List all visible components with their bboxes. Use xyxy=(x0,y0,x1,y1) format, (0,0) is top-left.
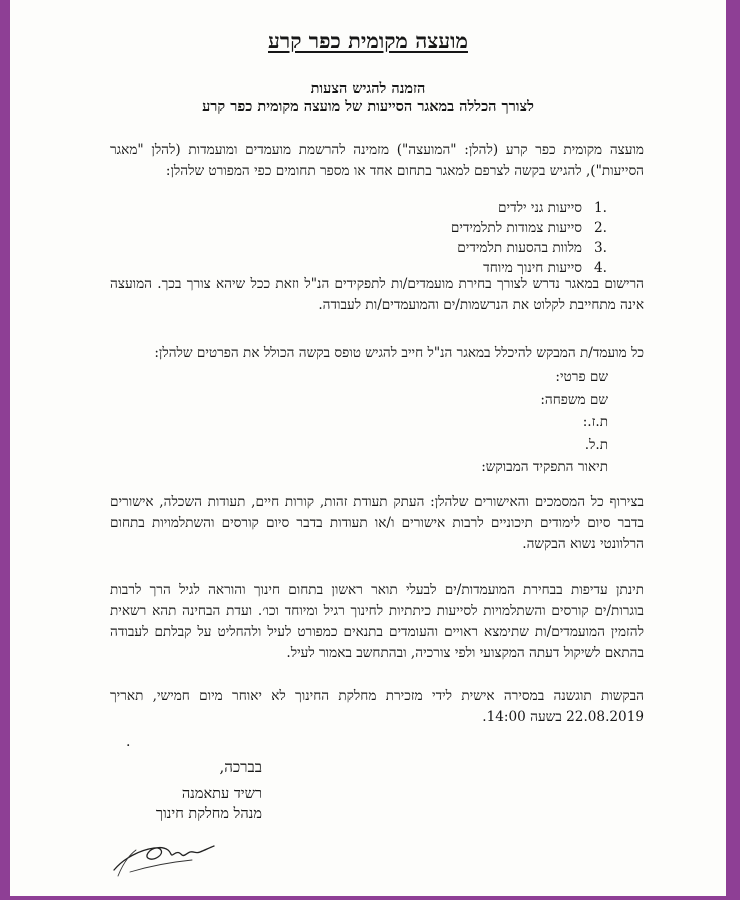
signature-image xyxy=(110,826,220,878)
intro-paragraph: מועצה מקומית כפר קרע (להלן: "המועצה") מזמינה להרשמת מועמדים ומועמדות (להלן "מאגר הסייעות"), להגיש בקשה לצרפם למאגר בתחום אחד או מספר תחומים כפי המפורט שלהלן: xyxy=(110,142,644,179)
form-field-pob: ת.ל. xyxy=(584,436,608,453)
list-item xyxy=(310,218,608,238)
signer-name: רשיד עתאמנה xyxy=(181,786,262,802)
form-field-first-name: שם פרטי: xyxy=(555,369,608,385)
submission-paragraph: הבקשות תוגשנה במסירה אישית לידי מזכירת מחלקת החינוך לא יאוחר מיום חמישי, תאריך 22.08.2019 בשעה 14:00. xyxy=(110,688,644,725)
list-item-number: 1. xyxy=(594,200,607,216)
list-item xyxy=(310,198,608,218)
form-field-id: ת.ז.: xyxy=(582,414,608,430)
list-item-text: סייעות גני ילדים xyxy=(498,200,582,216)
list-item-text: סייעות צמודות לתלמידים xyxy=(450,220,582,236)
form-fields-list xyxy=(310,366,608,479)
document-page xyxy=(10,0,726,896)
list-item-text: מלוות בהסעות תלמידים xyxy=(457,240,582,256)
form-intro-paragraph: כל מועמד/ת המבקש להיכלל במאגר הנ"ל חייב להגיש טופס בקשה הכולל את הפרטים שלהלן: xyxy=(154,345,644,361)
list-item-number: 2. xyxy=(594,220,607,236)
fields-list xyxy=(310,198,608,278)
documents-paragraph: בצירוף כל המסמכים והאישורים שלהלן: העתק תעודת זהות, קורות חיים, תעודות השכלה, אישורים בדבר סיום לימודים תיכוניים לרבות אישורים ו/או תעודות בדבר סיום קורסים והשתלמויות בתחום הרלוונטי נשוא הבקשה. xyxy=(110,494,644,552)
list-item-number: 3. xyxy=(594,240,607,256)
list-item-number: 4. xyxy=(594,260,607,276)
signer-title: מנהל מחלקת חינוך xyxy=(155,806,262,822)
form-field-last-name: שם משפחה: xyxy=(540,391,608,408)
invitation-heading: הזמנה להגיש הצעות xyxy=(310,80,426,97)
preference-paragraph: תינתן עדיפות בבחירת המועמדות/ים לבעלי תואר ראשון בתחום חינוך והוראה לגיל הרך לרבות בוגרות/ים קורסים והשתלמויות לסייעות כיתתיות לחינוך רגיל ומיוחד וכו׳. ועדת הבחינה תהא רשאית להזמין המועמדים/ות שתימצא ראויים והעומדים בתנאים כמפורט לעיל ולהחליט על קבלתם לעבודה בהתאם לשיקול דעתה המקצועי ולפי צורכיה, ובהתחשב באמור לעיל. xyxy=(110,582,644,661)
registration-paragraph: הרישום במאגר נדרש לצורך בחירת מועמדים/ות לתפקידים הנ"ל וזאת ככל שיהא צורך בכך. המועצה אינה מתחייבת לקלוט את הנרשמות/ים והמועמדים/ות לעבודה. xyxy=(110,276,644,313)
closing-mark: . xyxy=(126,734,131,750)
list-item xyxy=(310,238,608,258)
greeting: בברכה, xyxy=(219,758,262,776)
signer-block xyxy=(110,784,262,824)
page-title: מועצה מקומית כפר קרע xyxy=(268,28,468,53)
form-field-role-description: תיאור התפקיד המבוקש: xyxy=(481,459,608,475)
subject-heading: לצורך הכללה במאגר הסייעות של מועצה מקומית כפר קרע xyxy=(202,98,534,115)
list-item-text: סייעות חינוך מיוחד xyxy=(483,260,582,276)
